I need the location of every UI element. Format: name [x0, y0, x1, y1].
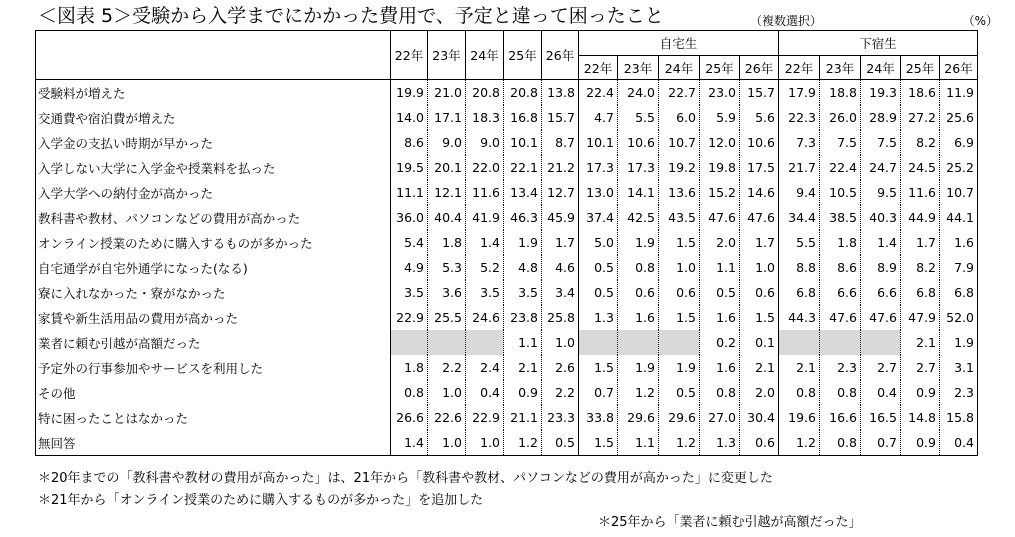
table-cell: 0.9: [901, 380, 940, 405]
table-cell: 5.2: [466, 255, 504, 280]
table-cell: 1.3: [579, 305, 618, 330]
table-cell: 34.4: [779, 205, 820, 230]
table-cell: 0.1: [740, 330, 779, 355]
table-cell: 2.1: [504, 355, 542, 380]
table-cell: 4.9: [391, 255, 428, 280]
table-cell: 17.9: [779, 80, 820, 106]
table-cell: 8.7: [542, 130, 579, 155]
table-cell: 27.2: [901, 105, 940, 130]
table-cell: 0.7: [579, 380, 618, 405]
table-cell: 20.8: [504, 80, 542, 106]
table-cell: 0.4: [861, 380, 901, 405]
table-cell: 42.5: [618, 205, 659, 230]
table-cell: 2.3: [940, 380, 978, 405]
table-cell: 7.9: [940, 255, 978, 280]
table-cell: 16.5: [861, 405, 901, 430]
table-cell: 9.0: [428, 130, 466, 155]
header-home-year: 22年: [579, 56, 618, 80]
table-cell: 10.1: [579, 130, 618, 155]
table-cell: 1.8: [820, 230, 861, 255]
table-cell: 22.4: [579, 80, 618, 106]
table-cell: 5.4: [391, 230, 428, 255]
table-cell: 5.9: [700, 105, 740, 130]
table-row: [36, 130, 978, 155]
table-cell: 1.1: [504, 330, 542, 355]
table-cell: 37.4: [579, 205, 618, 230]
table-cell: 25.6: [940, 105, 978, 130]
footnote-1: ＊20年までの「教科書や教材の費用が高かった」は、21年から「教科書や教材、パソコンなどの費用が高かった」に変更した: [38, 471, 773, 486]
table-cell: 27.0: [700, 405, 740, 430]
row-label: 特に困ったことはなかった: [36, 405, 391, 430]
header-year: 23年: [428, 31, 466, 80]
table-cell: 24.6: [466, 305, 504, 330]
header-year: 24年: [466, 31, 504, 80]
table-cell: [579, 330, 618, 355]
table-cell: 1.0: [466, 430, 504, 456]
row-label: 受験料が増えた: [36, 80, 391, 106]
table-cell: 38.5: [820, 205, 861, 230]
row-label: 入学大学への納付金が高かった: [36, 180, 391, 205]
table-body: [36, 80, 978, 456]
table-cell: 0.4: [466, 380, 504, 405]
table-cell: 6.8: [901, 280, 940, 305]
table-cell: 1.4: [861, 230, 901, 255]
table-cell: 40.3: [861, 205, 901, 230]
table-cell: 1.4: [391, 430, 428, 456]
table-cell: 3.4: [542, 280, 579, 305]
table-cell: 8.2: [901, 130, 940, 155]
table-cell: 1.8: [391, 355, 428, 380]
table-row: [36, 180, 978, 205]
table-row: [36, 155, 978, 180]
header-away-year: 22年: [779, 56, 820, 80]
title-bar: [38, 4, 998, 30]
table-cell: 2.6: [542, 355, 579, 380]
table-row: [36, 430, 978, 456]
table-cell: 22.0: [466, 155, 504, 180]
table-cell: 6.0: [659, 105, 700, 130]
table-cell: 2.2: [542, 380, 579, 405]
table-cell: 23.3: [542, 405, 579, 430]
table-cell: 1.4: [466, 230, 504, 255]
table-cell: 45.9: [542, 205, 579, 230]
unit-label: （%）: [962, 14, 998, 28]
table-cell: 5.6: [740, 105, 779, 130]
table-cell: 0.5: [579, 255, 618, 280]
table-cell: 40.4: [428, 205, 466, 230]
table-row: [36, 355, 978, 380]
row-label: オンライン授業のために購入するものが多かった: [36, 230, 391, 255]
footnote-2: ＊21年から「オンライン授業のために購入するものが多かった」を追加した: [38, 493, 484, 508]
table-cell: 43.5: [659, 205, 700, 230]
table-cell: 0.6: [618, 280, 659, 305]
header-away-year: 24年: [861, 56, 901, 80]
table-cell: 3.5: [504, 280, 542, 305]
header-away-year: 26年: [940, 56, 978, 80]
row-label: 入学金の支払い時期が早かった: [36, 130, 391, 155]
table-cell: 15.7: [740, 80, 779, 106]
table-row: [36, 405, 978, 430]
table-cell: 22.6: [428, 405, 466, 430]
table-cell: 10.1: [504, 130, 542, 155]
row-label: 交通費や宿泊費が増えた: [36, 105, 391, 130]
header-home-year: 26年: [740, 56, 779, 80]
table-cell: 1.6: [700, 305, 740, 330]
multi-select-note: （複数選択）: [750, 14, 823, 28]
row-label: 家賃や新生活用品の費用が高かった: [36, 305, 391, 330]
table-cell: 19.5: [391, 155, 428, 180]
table-cell: 12.0: [700, 130, 740, 155]
table-cell: 2.0: [700, 230, 740, 255]
table-cell: 19.2: [659, 155, 700, 180]
table-cell: 9.4: [779, 180, 820, 205]
table-cell: 25.2: [940, 155, 978, 180]
table-row: [36, 230, 978, 255]
table-cell: 2.2: [428, 355, 466, 380]
table-cell: 8.6: [391, 130, 428, 155]
table-cell: 13.8: [542, 80, 579, 106]
table-cell: 16.8: [504, 105, 542, 130]
table-cell: 9.5: [861, 180, 901, 205]
table-cell: 25.5: [428, 305, 466, 330]
table-cell: 1.1: [700, 255, 740, 280]
row-label: 入学しない大学に入学金や授業料を払った: [36, 155, 391, 180]
table-cell: 5.3: [428, 255, 466, 280]
footnotes: [38, 468, 862, 530]
table-cell: 1.9: [659, 355, 700, 380]
table-cell: 17.5: [740, 155, 779, 180]
table-cell: 0.5: [659, 380, 700, 405]
table-cell: 1.7: [740, 230, 779, 255]
table-cell: 17.3: [579, 155, 618, 180]
table-cell: 1.5: [579, 430, 618, 456]
table-cell: 46.3: [504, 205, 542, 230]
header-home-year: 25年: [700, 56, 740, 80]
table-cell: 28.9: [861, 105, 901, 130]
table-cell: 2.1: [901, 330, 940, 355]
table-cell: 6.8: [940, 280, 978, 305]
table-cell: 2.1: [779, 355, 820, 380]
header-group-away: 下宿生: [779, 31, 978, 56]
table-cell: 21.1: [504, 405, 542, 430]
table-cell: 10.6: [618, 130, 659, 155]
table-cell: 36.0: [391, 205, 428, 230]
table-cell: 0.8: [779, 380, 820, 405]
header-away-year: 25年: [901, 56, 940, 80]
table-cell: [466, 330, 504, 355]
table-cell: 13.4: [504, 180, 542, 205]
table-cell: 1.9: [618, 355, 659, 380]
table-cell: 0.6: [740, 280, 779, 305]
table-cell: 7.3: [779, 130, 820, 155]
table-row: [36, 255, 978, 280]
table-cell: 8.9: [861, 255, 901, 280]
table-cell: 24.0: [618, 80, 659, 106]
table-cell: 11.9: [940, 80, 978, 106]
table-cell: 0.7: [861, 430, 901, 456]
table-cell: 7.5: [820, 130, 861, 155]
table-cell: 44.3: [779, 305, 820, 330]
table-cell: 1.9: [504, 230, 542, 255]
table-cell: 1.6: [618, 305, 659, 330]
table-cell: 9.0: [466, 130, 504, 155]
page-title: ＜図表 5＞受験から入学までにかかった費用で、予定と違って困ったこと: [38, 5, 664, 27]
table-cell: 22.3: [779, 105, 820, 130]
table-cell: 22.1: [504, 155, 542, 180]
table-cell: 4.8: [504, 255, 542, 280]
table-cell: 0.9: [504, 380, 542, 405]
table-cell: 22.9: [391, 305, 428, 330]
table-cell: 29.6: [659, 405, 700, 430]
table-cell: 2.1: [740, 355, 779, 380]
table-cell: 6.8: [779, 280, 820, 305]
table-cell: 10.5: [820, 180, 861, 205]
table-cell: 13.6: [659, 180, 700, 205]
table-cell: 23.8: [504, 305, 542, 330]
table-cell: 1.0: [659, 255, 700, 280]
table-cell: 1.9: [940, 330, 978, 355]
table-cell: 0.6: [659, 280, 700, 305]
table-cell: 6.9: [940, 130, 978, 155]
table-cell: 2.0: [740, 380, 779, 405]
table-row: [36, 80, 978, 106]
table-cell: 11.6: [901, 180, 940, 205]
table-cell: 15.8: [940, 405, 978, 430]
table-cell: 33.8: [579, 405, 618, 430]
table-cell: 13.0: [579, 180, 618, 205]
table-cell: 2.7: [901, 355, 940, 380]
row-label: 予定外の行事参加やサービスを利用した: [36, 355, 391, 380]
table-cell: 21.0: [428, 80, 466, 106]
table-cell: 1.2: [659, 430, 700, 456]
table-cell: 2.3: [820, 355, 861, 380]
row-label: その他: [36, 380, 391, 405]
table-cell: 18.6: [901, 80, 940, 106]
table-row: [36, 205, 978, 230]
table-cell: 14.6: [740, 180, 779, 205]
table-cell: 1.6: [940, 230, 978, 255]
table-cell: 23.0: [700, 80, 740, 106]
row-label: 自宅通学が自宅外通学になった(なる): [36, 255, 391, 280]
row-label: 寮に入れなかった・寮がなかった: [36, 280, 391, 305]
table-cell: 3.1: [940, 355, 978, 380]
table-cell: 0.4: [940, 430, 978, 456]
table-cell: 14.1: [618, 180, 659, 205]
table-cell: 1.7: [901, 230, 940, 255]
table-cell: 0.8: [820, 380, 861, 405]
table-cell: 14.0: [391, 105, 428, 130]
table-cell: 24.5: [901, 155, 940, 180]
table-cell: 12.1: [428, 180, 466, 205]
table-cell: 5.0: [579, 230, 618, 255]
table-cell: 8.2: [901, 255, 940, 280]
table-cell: 4.6: [542, 255, 579, 280]
table-cell: 0.8: [618, 255, 659, 280]
table-cell: 5.5: [618, 105, 659, 130]
table-cell: 22.4: [820, 155, 861, 180]
header-home-year: 23年: [618, 56, 659, 80]
table-cell: 47.6: [820, 305, 861, 330]
table-cell: 1.5: [579, 355, 618, 380]
row-label: 無回答: [36, 430, 391, 456]
table-cell: 0.5: [579, 280, 618, 305]
table-cell: 1.9: [618, 230, 659, 255]
header-blank: [36, 31, 391, 80]
table-cell: 1.1: [618, 430, 659, 456]
footnote-3: ＊25年から「業者に頼む引越が高額だった」: [598, 515, 862, 530]
table-cell: 10.6: [740, 130, 779, 155]
table-cell: 0.8: [700, 380, 740, 405]
table-cell: 21.7: [779, 155, 820, 180]
table-cell: 47.9: [901, 305, 940, 330]
table-cell: [391, 330, 428, 355]
table-cell: 12.7: [542, 180, 579, 205]
table-cell: 19.3: [861, 80, 901, 106]
table-cell: 8.6: [820, 255, 861, 280]
table-cell: 3.5: [391, 280, 428, 305]
table-cell: 15.7: [542, 105, 579, 130]
table-cell: 1.8: [428, 230, 466, 255]
table-cell: 47.6: [861, 305, 901, 330]
table-row: [36, 280, 978, 305]
table-cell: 1.2: [618, 380, 659, 405]
table-cell: 1.7: [542, 230, 579, 255]
table-cell: 10.7: [940, 180, 978, 205]
table-cell: 22.7: [659, 80, 700, 106]
table-cell: 1.0: [740, 255, 779, 280]
table-cell: [428, 330, 466, 355]
header-home-year: 24年: [659, 56, 700, 80]
table-cell: 24.7: [861, 155, 901, 180]
table-cell: 30.4: [740, 405, 779, 430]
table-cell: [861, 330, 901, 355]
table-cell: [820, 330, 861, 355]
table-cell: 18.3: [466, 105, 504, 130]
table-cell: 0.5: [700, 280, 740, 305]
table-cell: 6.6: [820, 280, 861, 305]
table-cell: 0.6: [740, 430, 779, 456]
table-cell: 1.0: [542, 330, 579, 355]
table-cell: 1.0: [428, 380, 466, 405]
table-cell: 1.5: [740, 305, 779, 330]
table-cell: 44.1: [940, 205, 978, 230]
table-cell: 11.6: [466, 180, 504, 205]
table-cell: 2.7: [861, 355, 901, 380]
table-cell: 47.6: [740, 205, 779, 230]
table-cell: [659, 330, 700, 355]
table-cell: 26.0: [820, 105, 861, 130]
table-cell: 19.8: [700, 155, 740, 180]
table-row: [36, 330, 978, 355]
table-cell: 0.2: [700, 330, 740, 355]
table-cell: 0.5: [542, 430, 579, 456]
table-cell: 3.5: [466, 280, 504, 305]
table-cell: 21.2: [542, 155, 579, 180]
table-row: [36, 380, 978, 405]
table-cell: 6.6: [861, 280, 901, 305]
table-row: [36, 105, 978, 130]
table-cell: 1.3: [700, 430, 740, 456]
table-cell: 3.6: [428, 280, 466, 305]
table-cell: 1.5: [659, 305, 700, 330]
table-cell: 1.5: [659, 230, 700, 255]
table-cell: 22.9: [466, 405, 504, 430]
header-row-groups: [36, 31, 978, 56]
table-cell: 25.8: [542, 305, 579, 330]
table-cell: 0.9: [901, 430, 940, 456]
table-cell: 17.1: [428, 105, 466, 130]
table-cell: 15.2: [700, 180, 740, 205]
table-cell: 20.1: [428, 155, 466, 180]
table-cell: 10.7: [659, 130, 700, 155]
table-cell: 11.1: [391, 180, 428, 205]
expense-table: [35, 30, 978, 456]
table-cell: 26.6: [391, 405, 428, 430]
table-cell: 41.9: [466, 205, 504, 230]
table-cell: 0.8: [820, 430, 861, 456]
table-cell: 1.2: [504, 430, 542, 456]
table-cell: 2.4: [466, 355, 504, 380]
table-cell: 16.6: [820, 405, 861, 430]
table-cell: 18.8: [820, 80, 861, 106]
table-cell: 14.8: [901, 405, 940, 430]
table-cell: [618, 330, 659, 355]
table-cell: 19.6: [779, 405, 820, 430]
header-year: 25年: [504, 31, 542, 80]
table-cell: 20.8: [466, 80, 504, 106]
table-cell: 1.0: [428, 430, 466, 456]
table-row: [36, 305, 978, 330]
table-cell: 44.9: [901, 205, 940, 230]
header-away-year: 23年: [820, 56, 861, 80]
table-cell: 1.6: [700, 355, 740, 380]
table-cell: 5.5: [779, 230, 820, 255]
table-cell: 29.6: [618, 405, 659, 430]
header-year: 22年: [391, 31, 428, 80]
table-cell: 19.9: [391, 80, 428, 106]
header-group-home: 自宅生: [579, 31, 779, 56]
table-cell: 7.5: [861, 130, 901, 155]
table-cell: 47.6: [700, 205, 740, 230]
table-cell: 1.2: [779, 430, 820, 456]
table-cell: 52.0: [940, 305, 978, 330]
row-label: 業者に頼む引越が高額だった: [36, 330, 391, 355]
table-cell: 0.8: [391, 380, 428, 405]
table-cell: 4.7: [579, 105, 618, 130]
header-year: 26年: [542, 31, 579, 80]
table-cell: [779, 330, 820, 355]
table-cell: 17.3: [618, 155, 659, 180]
row-label: 教科書や教材、パソコンなどの費用が高かった: [36, 205, 391, 230]
table-cell: 8.8: [779, 255, 820, 280]
